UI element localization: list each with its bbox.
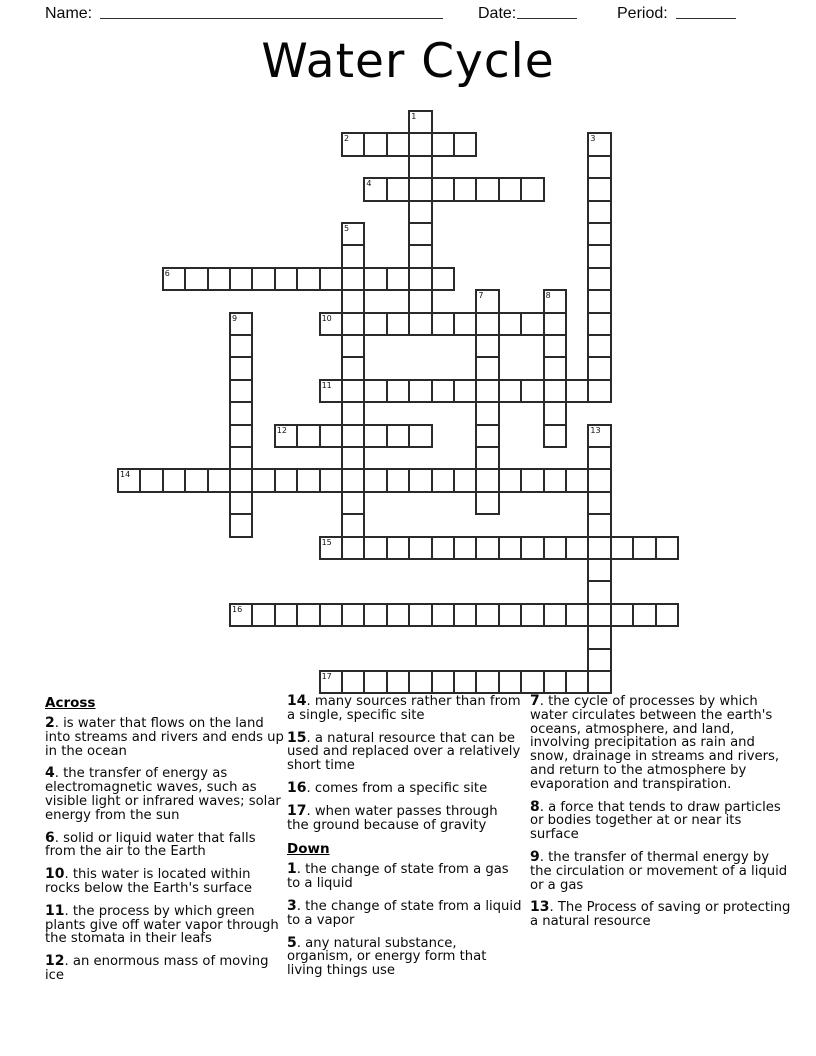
grid-cell[interactable] [475, 177, 499, 201]
grid-cell[interactable] [139, 468, 163, 492]
grid-cell[interactable] [319, 670, 343, 694]
grid-cell[interactable] [408, 222, 432, 246]
grid-cell[interactable] [207, 468, 231, 492]
grid-cell[interactable] [386, 312, 410, 336]
grid-cell[interactable] [475, 401, 499, 425]
date-label: Date: [478, 5, 517, 22]
grid-cell[interactable] [587, 356, 611, 380]
clue-number: 2 [45, 715, 55, 731]
grid-cell[interactable] [587, 446, 611, 470]
grid-cell[interactable] [408, 244, 432, 268]
grid-cell[interactable] [274, 267, 298, 291]
grid-cell[interactable] [565, 603, 589, 627]
grid-cell[interactable] [475, 603, 499, 627]
grid-cell[interactable] [453, 670, 477, 694]
grid-cell[interactable] [587, 491, 611, 515]
grid-cell[interactable] [363, 379, 387, 403]
grid-cell[interactable] [408, 267, 432, 291]
clue-item: 14. many sources rather than from a single, specific site [287, 693, 521, 723]
grid-cell[interactable] [498, 312, 522, 336]
grid-cell[interactable] [520, 468, 544, 492]
name-blank-line[interactable] [100, 4, 443, 19]
grid-cell[interactable] [251, 267, 275, 291]
grid-cell[interactable] [543, 468, 567, 492]
cell-number: 13 [590, 425, 601, 435]
grid-cell[interactable] [587, 580, 611, 604]
cell-number: 15 [321, 537, 332, 547]
grid-cell[interactable] [520, 603, 544, 627]
grid-cell[interactable] [229, 356, 253, 380]
cell-number: 2 [344, 134, 350, 144]
grid-cell[interactable] [610, 603, 634, 627]
grid-cell[interactable] [453, 379, 477, 403]
grid-cell[interactable] [408, 110, 432, 134]
grid-cell[interactable] [543, 401, 567, 425]
grid-cell[interactable] [475, 424, 499, 448]
grid-cell[interactable] [341, 513, 365, 537]
grid-cell[interactable] [341, 132, 365, 156]
grid-cell[interactable] [543, 289, 567, 313]
grid-cell[interactable] [341, 222, 365, 246]
grid-cell[interactable] [229, 312, 253, 336]
clue-number: 1 [287, 861, 297, 878]
grid-cell[interactable] [543, 356, 567, 380]
cell-number: 11 [321, 380, 332, 390]
grid-cell[interactable] [408, 132, 432, 156]
clue-number: 11 [45, 902, 65, 919]
grid-cell[interactable] [431, 312, 455, 336]
grid-cell[interactable] [565, 379, 589, 403]
page-title: Water Cycle [261, 34, 555, 89]
grid-cell[interactable] [453, 603, 477, 627]
grid-cell[interactable] [565, 670, 589, 694]
grid-cell[interactable] [341, 334, 365, 358]
grid-cell[interactable] [363, 267, 387, 291]
grid-cell[interactable] [498, 379, 522, 403]
grid-cell[interactable] [587, 648, 611, 672]
grid-cell[interactable] [296, 468, 320, 492]
cell-number: 9 [232, 313, 238, 323]
grid-cell[interactable] [386, 267, 410, 291]
grid-cell[interactable] [587, 267, 611, 291]
grid-cell[interactable] [319, 312, 343, 336]
name-label: Name: [45, 5, 93, 22]
grid-cell[interactable] [655, 536, 679, 560]
grid-cell[interactable] [475, 379, 499, 403]
grid-cell[interactable] [408, 424, 432, 448]
grid-cell[interactable] [587, 424, 611, 448]
grid-cell[interactable] [229, 446, 253, 470]
cell-number: 12 [276, 425, 287, 435]
grid-cell[interactable] [229, 603, 253, 627]
grid-cell[interactable] [475, 446, 499, 470]
grid-cell[interactable] [184, 468, 208, 492]
grid-cell[interactable] [587, 625, 611, 649]
grid-cell[interactable] [341, 379, 365, 403]
grid-cell[interactable] [587, 603, 611, 627]
grid-cell[interactable] [341, 670, 365, 694]
grid-cell[interactable] [587, 312, 611, 336]
grid-cell[interactable] [251, 468, 275, 492]
grid-cell[interactable] [475, 356, 499, 380]
clue-number: 6 [45, 829, 55, 846]
grid-cell[interactable] [587, 468, 611, 492]
clue-number: 10 [45, 866, 65, 883]
grid-cell[interactable] [207, 267, 231, 291]
grid-cell[interactable] [363, 468, 387, 492]
grid-cell[interactable] [587, 558, 611, 582]
clue-item: 5. any natural substance, organism, or energy form that living things use [287, 934, 487, 979]
clue-item: 10. this water is located within rocks below the Earth's surface [45, 866, 252, 896]
grid-cell[interactable] [341, 603, 365, 627]
clue-number: 13 [530, 899, 550, 916]
grid-cell[interactable] [520, 379, 544, 403]
grid-cell[interactable] [319, 424, 343, 448]
grid-cell[interactable] [363, 603, 387, 627]
grid-cell[interactable] [408, 468, 432, 492]
grid-cell[interactable] [117, 468, 141, 492]
grid-cell[interactable] [319, 379, 343, 403]
clue-item: 9. the transfer of thermal energy by the circulation or movement of a liquid or a gas [530, 848, 788, 893]
grid-cell[interactable] [386, 603, 410, 627]
down-heading: Down [287, 841, 330, 858]
grid-cell[interactable] [341, 267, 365, 291]
grid-cell[interactable] [587, 379, 611, 403]
worksheet-header [0, 0, 816, 30]
grid-cell[interactable] [386, 379, 410, 403]
grid-cell[interactable] [565, 536, 589, 560]
grid-cell[interactable] [498, 670, 522, 694]
clue-number: 14 [287, 693, 307, 709]
clue-item: 3. the change of state from a liquid to a vapor [287, 897, 522, 928]
grid-cell[interactable] [319, 468, 343, 492]
grid-cell[interactable] [453, 312, 477, 336]
grid-cell[interactable] [543, 334, 567, 358]
grid-cell[interactable] [543, 536, 567, 560]
grid-cell[interactable] [274, 603, 298, 627]
grid-cell[interactable] [162, 267, 186, 291]
grid-cell[interactable] [229, 513, 253, 537]
grid-cell[interactable] [363, 177, 387, 201]
grid-cell[interactable] [587, 536, 611, 560]
clues-column-1 [45, 695, 285, 992]
grid-cell[interactable] [475, 536, 499, 560]
grid-cell[interactable] [520, 177, 544, 201]
grid-cell[interactable] [632, 536, 656, 560]
grid-cell[interactable] [587, 177, 611, 201]
grid-cell[interactable] [296, 424, 320, 448]
grid-cell[interactable] [543, 603, 567, 627]
grid-cell[interactable] [363, 424, 387, 448]
grid-cell[interactable] [475, 334, 499, 358]
grid-cell[interactable] [296, 267, 320, 291]
grid-cell[interactable] [431, 267, 455, 291]
clue-number: 9 [530, 848, 540, 865]
grid-cell[interactable] [386, 670, 410, 694]
clue-item: 4. the transfer of energy as electromagnetic waves, such as visible light or infrared waves; solar energy from the sun [45, 765, 281, 823]
grid-cell[interactable] [341, 244, 365, 268]
grid-cell[interactable] [341, 401, 365, 425]
cell-number: 17 [321, 672, 332, 681]
grid-cell[interactable] [274, 468, 298, 492]
cell-number: 14 [120, 470, 131, 480]
grid-cell[interactable] [229, 379, 253, 403]
grid-cell[interactable] [543, 379, 567, 403]
grid-cell[interactable] [386, 536, 410, 560]
period-blank-line[interactable] [676, 4, 736, 19]
grid-cell[interactable] [408, 603, 432, 627]
grid-cell[interactable] [431, 670, 455, 694]
clue-item: 13. The Process of saving or protecting a natural resource [530, 899, 791, 930]
grid-cell[interactable] [363, 536, 387, 560]
grid-cell[interactable] [475, 468, 499, 492]
cell-number: 16 [232, 604, 243, 614]
clue-number: 15 [287, 729, 307, 746]
grid-cell[interactable] [520, 670, 544, 694]
grid-cell[interactable] [475, 289, 499, 313]
clue-number: 5 [287, 934, 297, 951]
grid-cell[interactable] [520, 312, 544, 336]
clues-column-2 [287, 695, 522, 987]
grid-cell[interactable] [587, 200, 611, 224]
grid-cell[interactable] [498, 177, 522, 201]
grid-cell[interactable] [520, 536, 544, 560]
grid-cell[interactable] [341, 468, 365, 492]
grid-cell[interactable] [229, 424, 253, 448]
grid-cell[interactable] [475, 312, 499, 336]
grid-cell[interactable] [341, 536, 365, 560]
grid-cell[interactable] [229, 267, 253, 291]
grid-cell[interactable] [229, 334, 253, 358]
grid-cell[interactable] [498, 468, 522, 492]
grid-cell[interactable] [453, 536, 477, 560]
grid-cell[interactable] [386, 177, 410, 201]
grid-cell[interactable] [341, 312, 365, 336]
grid-cell[interactable] [475, 491, 499, 515]
clue-number: 8 [530, 798, 540, 815]
grid-cell[interactable] [655, 603, 679, 627]
grid-cell[interactable] [431, 468, 455, 492]
clue-item: 11. the process by which green plants give off water vapor through the stomata in their leafs [45, 902, 279, 947]
cell-number: 6 [164, 268, 170, 278]
grid-cell[interactable] [408, 670, 432, 694]
grid-cell[interactable] [587, 222, 611, 246]
grid-cell[interactable] [543, 670, 567, 694]
clue-item: 1. the change of state from a gas to a liquid [287, 861, 509, 892]
grid-cell[interactable] [543, 424, 567, 448]
grid-cell[interactable] [408, 177, 432, 201]
grid-cell[interactable] [475, 670, 499, 694]
grid-cell[interactable] [386, 424, 410, 448]
clue-number: 17 [287, 802, 307, 819]
grid-cell[interactable] [408, 312, 432, 336]
cell-number: 4 [366, 179, 372, 189]
grid-cell[interactable] [229, 401, 253, 425]
grid-cell[interactable] [408, 289, 432, 313]
clue-item: 2. is water that flows on the land into streams and rivers and ends up in the ocean [45, 715, 284, 759]
grid-cell[interactable] [386, 132, 410, 156]
cell-number: 7 [478, 291, 484, 301]
grid-cell[interactable] [408, 536, 432, 560]
clue-number: 12 [45, 953, 65, 970]
clue-number: 4 [45, 765, 55, 782]
clue-number: 16 [287, 779, 307, 796]
grid-cell[interactable] [251, 603, 275, 627]
grid-cell[interactable] [498, 603, 522, 627]
clues-column-3 [530, 695, 792, 938]
grid-cell[interactable] [408, 200, 432, 224]
cell-number: 3 [590, 134, 596, 144]
grid-cell[interactable] [341, 289, 365, 313]
grid-cell[interactable] [431, 379, 455, 403]
clue-number: 3 [287, 897, 297, 914]
grid-cell[interactable] [453, 132, 477, 156]
grid-cell[interactable] [229, 468, 253, 492]
grid-cell[interactable] [632, 603, 656, 627]
grid-cell[interactable] [587, 513, 611, 537]
grid-cell[interactable] [296, 603, 320, 627]
grid-cell[interactable] [319, 603, 343, 627]
grid-cell[interactable] [587, 670, 611, 694]
grid-cell[interactable] [162, 468, 186, 492]
grid-cell[interactable] [363, 132, 387, 156]
clue-item: 12. an enormous mass of moving ice [45, 953, 269, 983]
grid-cell[interactable] [543, 312, 567, 336]
grid-cell[interactable] [610, 536, 634, 560]
grid-cell[interactable] [363, 312, 387, 336]
grid-cell[interactable] [587, 334, 611, 358]
grid-cell[interactable] [431, 603, 455, 627]
grid-cell[interactable] [184, 267, 208, 291]
grid-cell[interactable] [453, 468, 477, 492]
period-label: Period: [617, 5, 668, 22]
cell-number: 5 [344, 224, 350, 233]
clue-item: 17. when water passes through the ground because of gravity [287, 802, 498, 833]
grid-cell[interactable] [408, 155, 432, 179]
grid-cell[interactable] [587, 289, 611, 313]
clue-item: 15. a natural resource that can be used and replaced over a relatively short time [287, 729, 521, 774]
clue-number: 7 [530, 693, 540, 709]
clue-item: 16. comes from a specific site [287, 779, 488, 796]
grid-cell[interactable] [229, 491, 253, 515]
grid-cell[interactable] [363, 670, 387, 694]
grid-cell[interactable] [431, 132, 455, 156]
grid-cell[interactable] [341, 424, 365, 448]
across-heading: Across [45, 695, 96, 711]
grid-cell[interactable] [587, 155, 611, 179]
grid-cell[interactable] [319, 536, 343, 560]
grid-cell[interactable] [408, 379, 432, 403]
grid-cell[interactable] [431, 177, 455, 201]
grid-cell[interactable] [341, 446, 365, 470]
grid-cell[interactable] [587, 132, 611, 156]
grid-cell[interactable] [498, 536, 522, 560]
clue-item: 7. the cycle of processes by which water circulates between the earth's oceans, atmosphere, and land, involving precipitation as rain and snow, drainage in streams and rivers, and return to the atmosphere by evaporation and transpiration. [530, 693, 780, 792]
grid-cell[interactable] [587, 244, 611, 268]
cell-number: 10 [321, 313, 332, 323]
cell-number: 8 [545, 291, 551, 301]
date-blank-line[interactable] [517, 4, 577, 19]
grid-cell[interactable] [341, 356, 365, 380]
grid-cell[interactable] [319, 267, 343, 291]
grid-cell[interactable] [453, 177, 477, 201]
clue-item: 6. solid or liquid water that falls from the air to the Earth [45, 829, 256, 860]
grid-cell[interactable] [431, 536, 455, 560]
grid-cell[interactable] [386, 468, 410, 492]
clue-item: 8. a force that tends to draw particles or bodies together at or near its surface [530, 798, 781, 843]
grid-cell[interactable] [565, 468, 589, 492]
grid-cell[interactable] [274, 424, 298, 448]
grid-cell[interactable] [341, 491, 365, 515]
cell-number: 1 [411, 112, 417, 121]
